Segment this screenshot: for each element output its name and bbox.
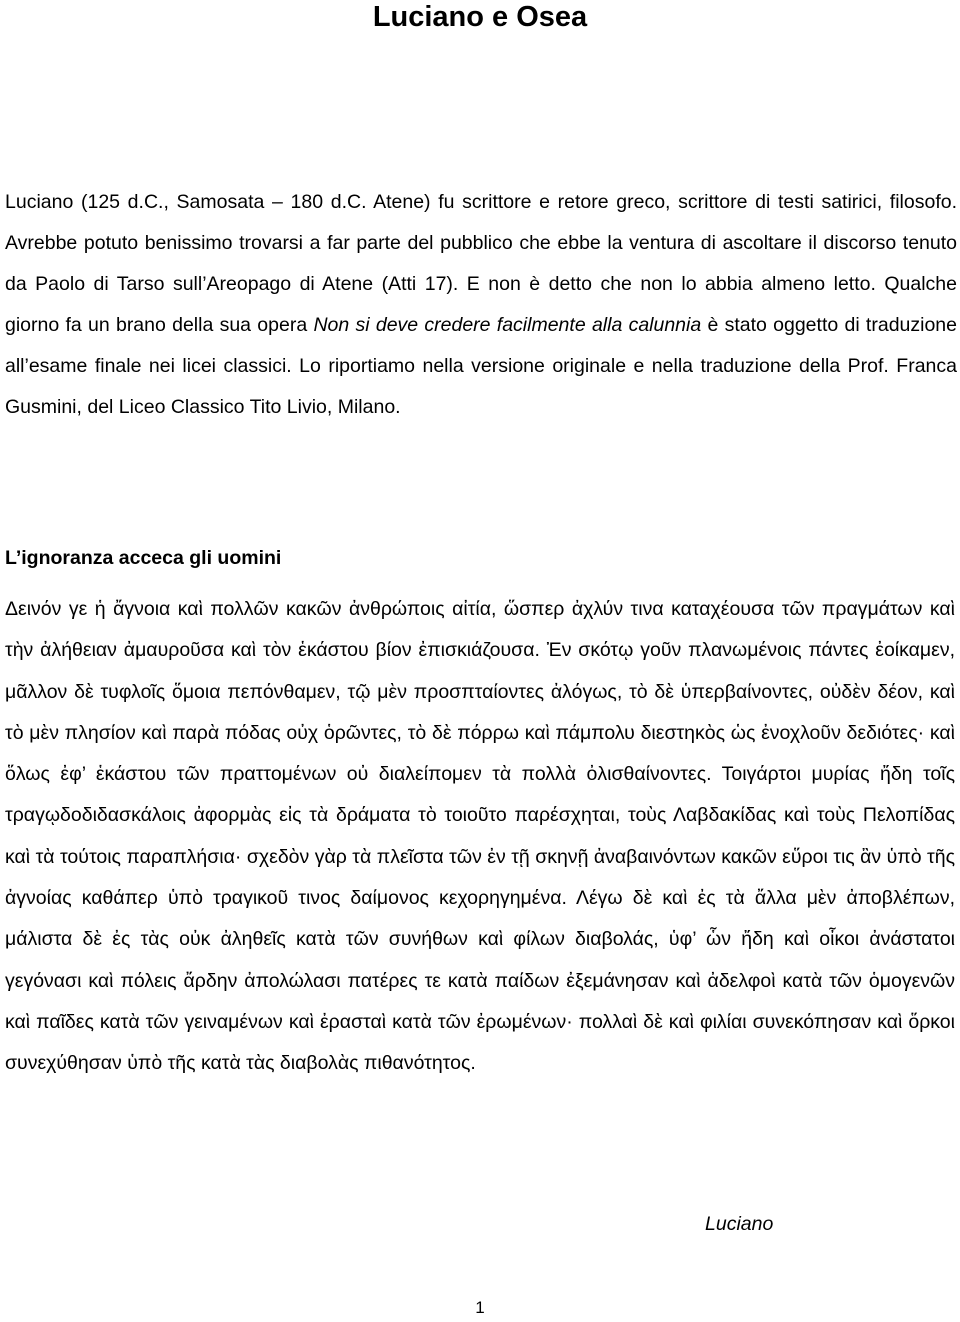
work-title: Non si deve credere facilmente alla calunnia xyxy=(313,314,702,336)
section-heading: L’ignoranza acceca gli uomini xyxy=(5,547,282,569)
page-title: Luciano e Osea xyxy=(372,1,588,33)
page-number: 1 xyxy=(475,1298,485,1317)
greek-text-paragraph: Δεινόν γε ἡ ἄγνοια καὶ πολλῶν κακῶν ἀνθρώποις αἰτία, ὥσπερ ἀχλύν τινα καταχέουσα τῶν πραγμάτων καὶ τὴν ἀλήθειαν ἀμαυροῦσα καὶ τὸν ἑκάστου βίον ἐπισκιάζουσα. Ἐν σκότῳ γοῦν πλανωμένοις πάντες ἐοίκαμεν, μᾶλλον δὲ τυφλοῖς ὅμοια πεπόνθαμεν, τῷ μὲν προσπταίοντες ἀλόγως, τὸ δὲ ὑπερβαίνοντες, οὐδὲν δέον, καὶ τὸ μὲν πλησίον καὶ παρὰ πόδας οὐχ ὁρῶντες, τὸ δὲ πόρρω καὶ πάμπολυ διεστηκὸς ὡς ἐνοχλοῦν δεδιότες· καὶ ὅλως ἐφ’ ἑκάστου τῶν πραττομένων οὐ διαλείπομεν τὰ πολλὰ ὀλισθαίνοντες. Τοιγάρτοι μυρίας ἤδη τοῖς τραγῳδοδιδασκάλοις ἀφορμὰς εἰς τὰ δράματα τὸ τοιοῦτο παρέσχηται, τοὺς Λαβδακίδας καὶ τοὺς Πελοπίδας καὶ τὰ τούτοις παραπλήσια· σχεδὸν γὰρ τὰ πλεῖστα τῶν ἐν τῇ σκηνῇ ἀναβαινόντων κακῶν εὕροι τις ἂν ὑπὸ τῆς ἀγνοίας καθάπερ ὑπὸ τραγικοῦ τινος δαίμονος κεχορηγημένα. Λέγω δὲ καὶ ἐς τὰ ἄλλα μὲν ἀποβλέπων, μάλιστα δὲ ἐς τὰς οὐκ ἀληθεῖς κατὰ τῶν συνήθων καὶ φίλων διαβολάς, ὑφ’ ὧν ἤδη καὶ οἶκοι ἀνάστατοι γεγόνασι καὶ πόλεις ἄρδην ἀπολώλασι πατέρες τε κατὰ παίδων ἐξεμάνησαν καὶ ἀδελφοὶ κατὰ τῶν ὁμογενῶν καὶ παῖδες κατὰ τῶν γειναμένων καὶ ἐρασταὶ κατὰ τῶν ἐρωμένων· πολλαὶ δὲ καὶ φιλίαι συνεκόπησαν καὶ ὅρκοι συνεχύθησαν ὑπὸ τῆς κατὰ τὰς διαβολὰς πιθανότητος. xyxy=(5,598,955,1075)
intro-paragraph xyxy=(5,182,957,428)
intro-text-part1: Luciano (125 d.C., Samosata – 180 d.C. Atene) fu scrittore e retore greco, scrittore di testi satirici, filosofo. Avrebbe potuto benissimo trovarsi a far parte del pubblico che ebbe la ventura di ascoltare il discorso tenuto da Paolo di Tarso sull’Areopago di Atene (Atti 17). E non è detto che non lo abbia almeno letto. Qualche giorno fa un brano della sua opera xyxy=(5,191,957,336)
intro-text-part2: è stato oggetto di traduzione all’esame finale nei licei classici. Lo riportiamo nella versione originale e nella traduzione della Prof. Franca Gusmini, del Liceo Classico Tito Livio, Milano. xyxy=(5,314,957,418)
author-signature: Luciano xyxy=(705,1213,774,1235)
